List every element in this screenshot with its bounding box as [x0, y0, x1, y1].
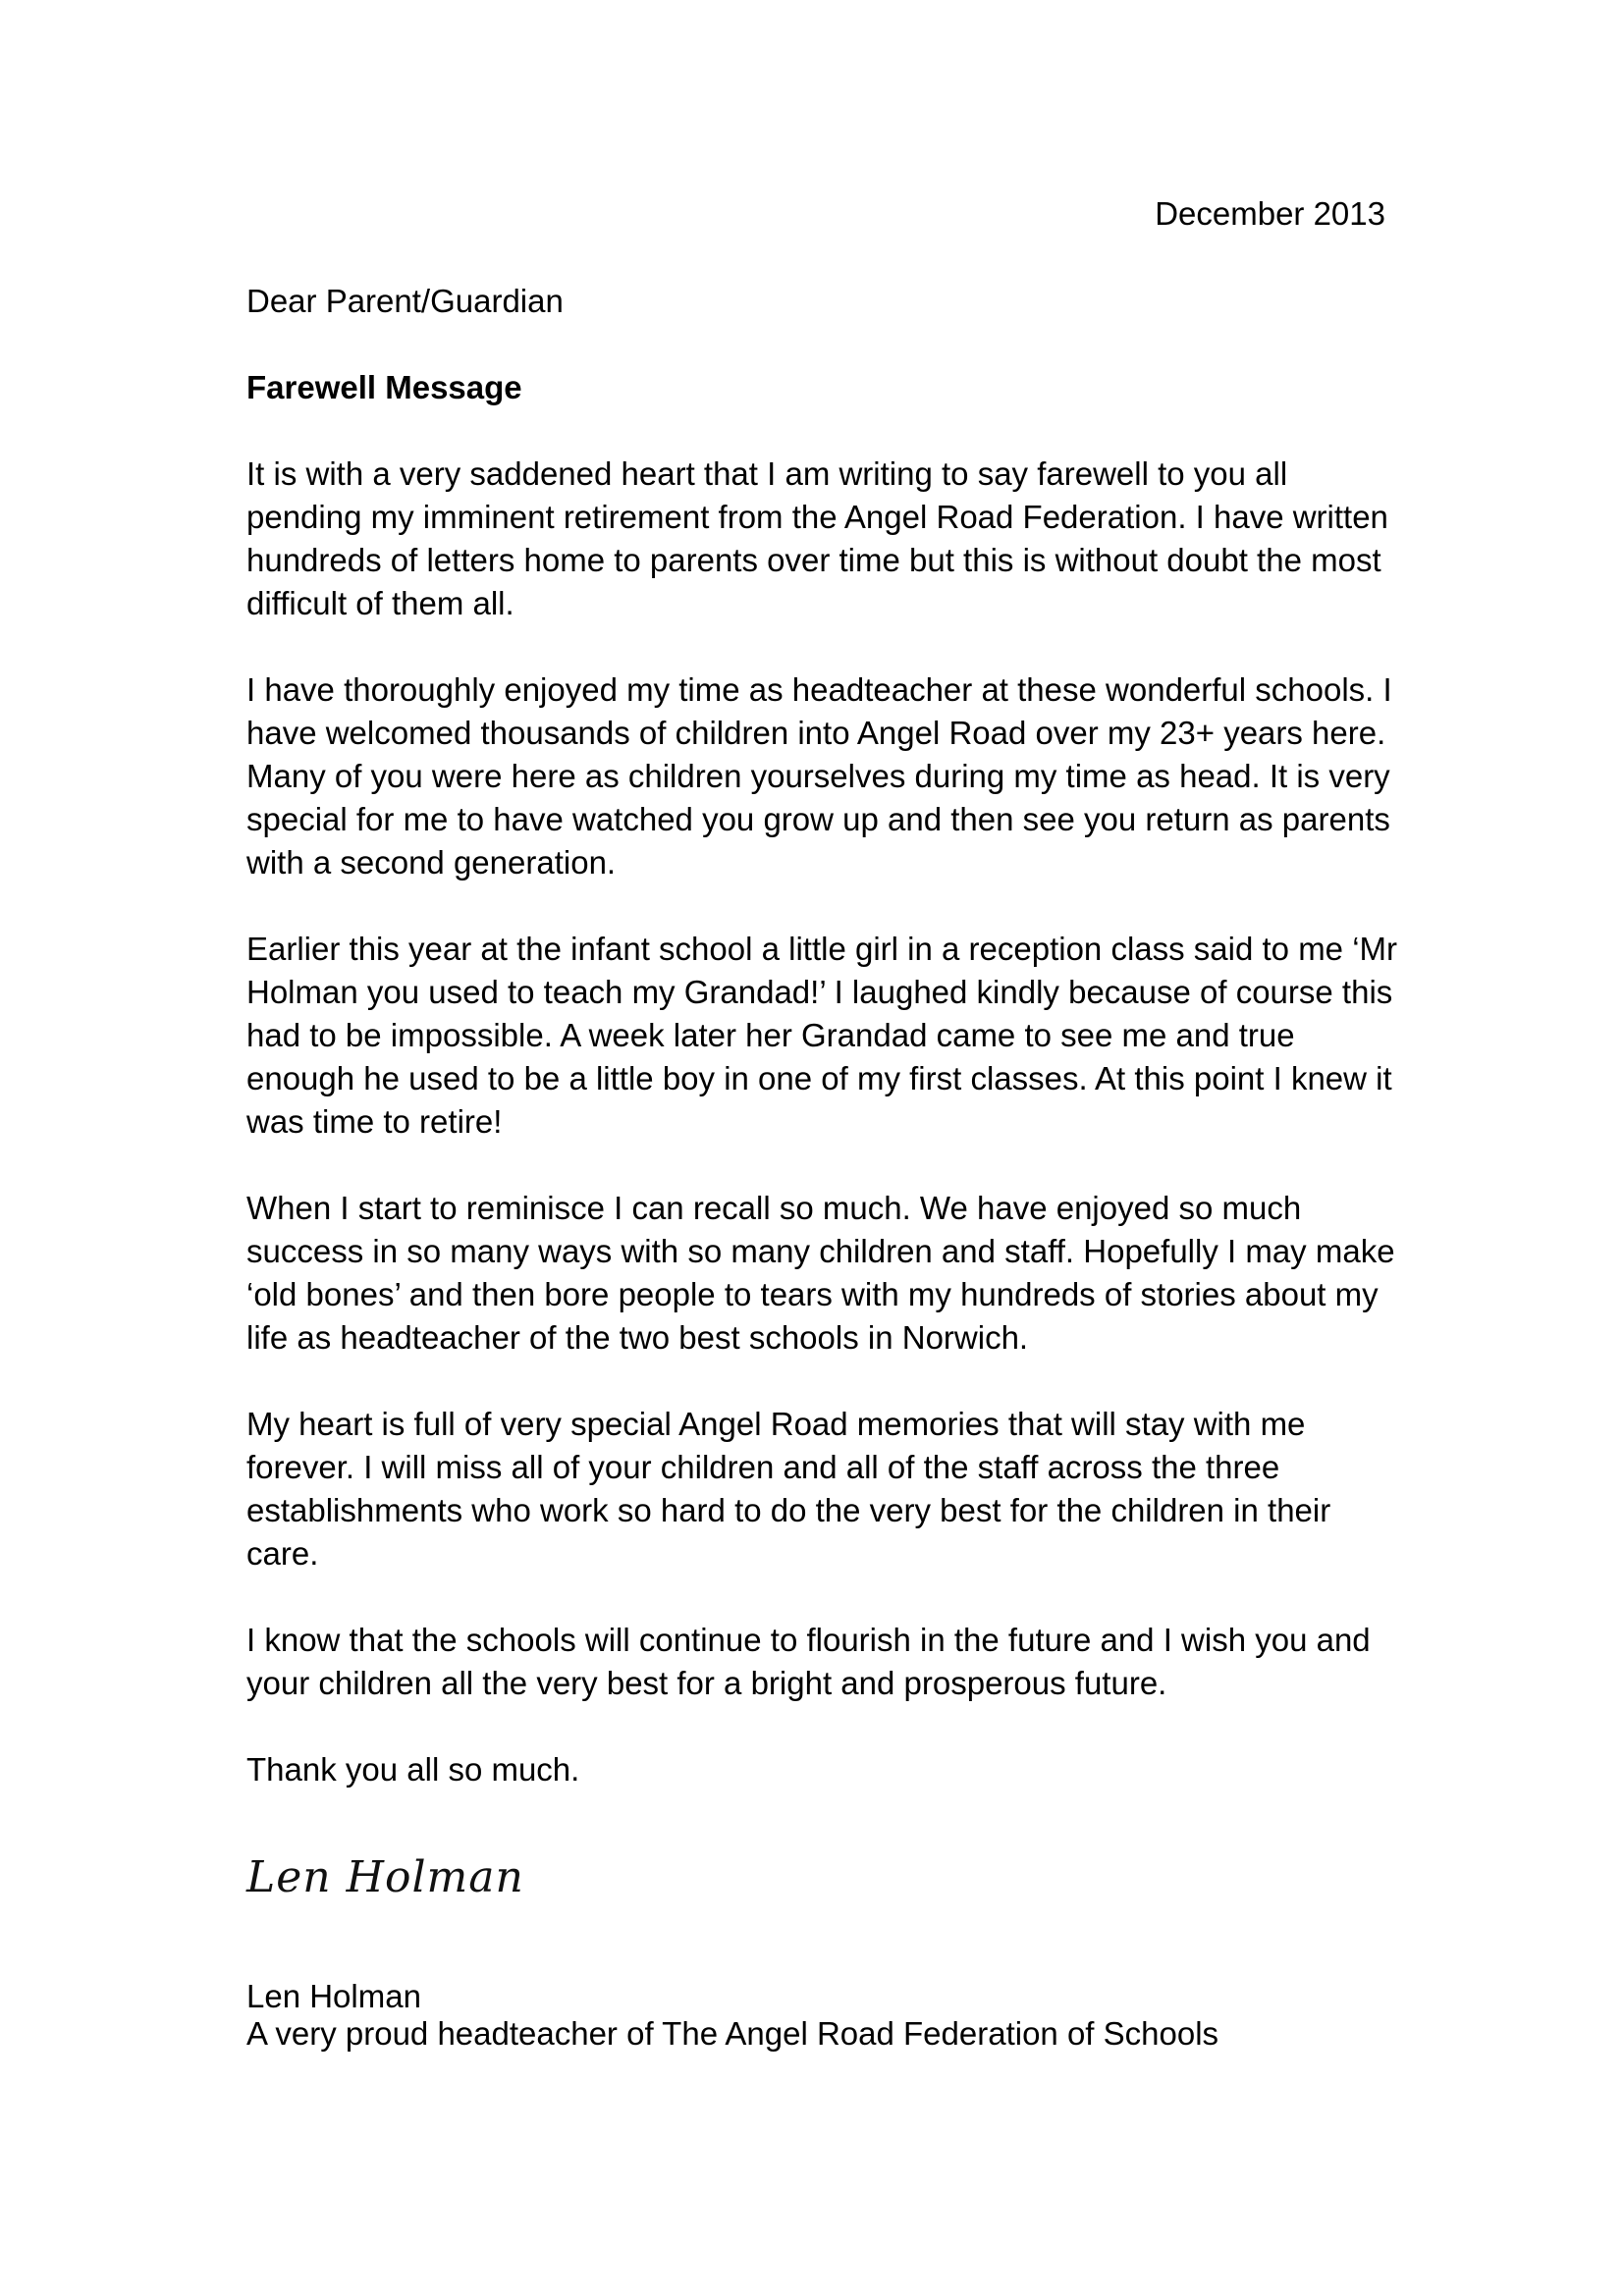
paragraph: When I start to reminisce I can recall so much. We have enjoyed so much success in so many ways with so many children and staff. Hopefully I may make ‘old bones’ and then bore people to tears with my hundreds of stories about my life as headteacher of the two best schools in Norwich. — [246, 1190, 1395, 1356]
paragraph: It is with a very saddened heart that I am writing to say farewell to you all pending my imminent retirement from the Angel Road Federation. I have written hundreds of letters home to parents over time but this is without doubt the most difficult of them all. — [246, 455, 1388, 621]
paragraph: I know that the schools will continue to flourish in the future and I wish you and your children all the very best for a bright and prosperous future. — [246, 1622, 1371, 1701]
paragraph: My heart is full of very special Angel Road memories that will stay with me forever. I will miss all of your children and all of the staff across the three establishments who work so hard to do the very best for the children in their care. — [246, 1406, 1331, 1572]
letter-body — [246, 280, 1405, 2096]
signatory-name: Len Holman — [246, 1978, 421, 2014]
signatory-title: A very proud headteacher of The Angel Road Federation of Schools — [246, 2015, 1219, 2052]
paragraph: Earlier this year at the infant school a little girl in a reception class said to me ‘Mr Holman you used to teach my Grandad!’ I laughed kindly because of course this had to be impossible. A week later her Grandad came to see me and true enough he used to be a little boy in one of my first classes. At this point I knew it was time to retire! — [246, 931, 1398, 1140]
signatory-block — [246, 1964, 1405, 2053]
closing-line: Thank you all so much. — [246, 1751, 580, 1788]
letter-date: December 2013 — [1155, 195, 1385, 232]
salutation: Dear Parent/Guardian — [246, 283, 564, 319]
subject-heading: Farewell Message — [246, 369, 522, 405]
paragraph: I have thoroughly enjoyed my time as headteacher at these wonderful schools. I have welcomed thousands of children into Angel Road over my 23+ years here. Many of you were here as children yourselves during my time as head. It is very special for me to have watched you grow up and then see you return as parents with a second generation. — [246, 671, 1392, 881]
handwritten-signature: Len Holman — [246, 1852, 524, 1902]
